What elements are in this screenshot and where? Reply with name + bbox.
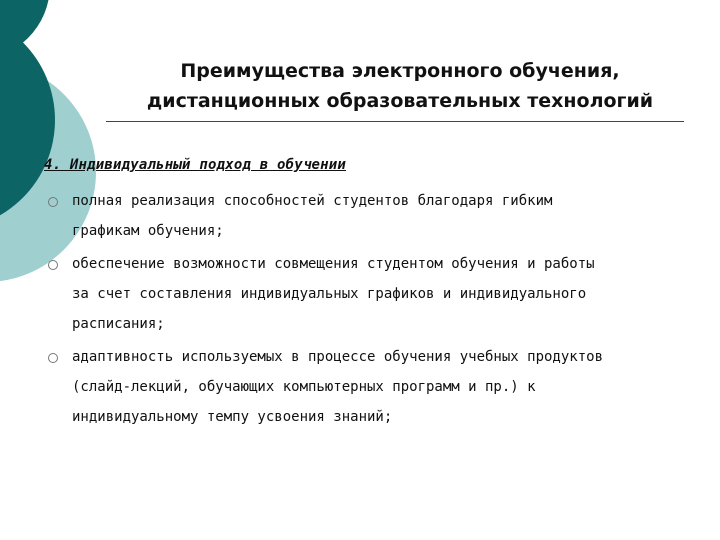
list-item-line: графикам обучения;: [72, 223, 224, 239]
list-item: [40, 186, 700, 246]
list-item: [40, 249, 700, 339]
list-item-line: (слайд-лекций, обучающих компьютерных программ и пр.) к: [72, 379, 536, 395]
circle-bullet-icon: [48, 260, 58, 270]
bullet-list: [40, 186, 700, 435]
slide-title-line-1: Преимущества электронного обучения,: [180, 60, 620, 82]
list-item-line: адаптивность используемых в процессе обучения учебных продуктов: [72, 349, 604, 365]
circle-bullet-icon: [48, 353, 58, 363]
list-item-text: [72, 186, 700, 246]
list-item-text: [72, 249, 700, 339]
list-item-line: индивидуальному темпу усвоения знаний;: [72, 409, 393, 425]
circle-bullet-icon: [48, 197, 58, 207]
slide-title: [100, 56, 700, 116]
list-item-line: обеспечение возможности совмещения студентом обучения и работы: [72, 256, 595, 272]
list-item-line: полная реализация способностей студентов благодаря гибким: [72, 193, 553, 209]
slide-title-line-2: дистанционных образовательных технологий: [146, 90, 654, 112]
list-item-text: [72, 342, 700, 432]
title-divider: [106, 121, 684, 122]
list-item-line: расписания;: [72, 316, 165, 332]
list-item: [40, 342, 700, 432]
section-heading: 4. Индивидуальный подход в обучении: [44, 157, 347, 173]
list-item-line: за счет составления индивидуальных графиков и индивидуального: [72, 286, 587, 302]
